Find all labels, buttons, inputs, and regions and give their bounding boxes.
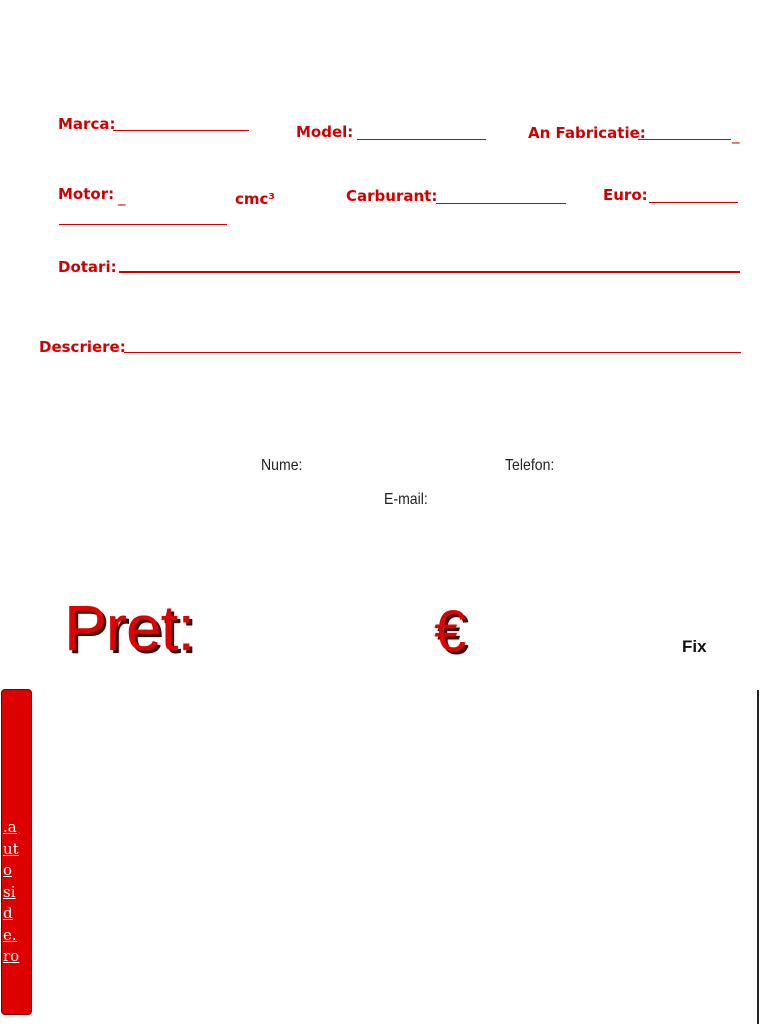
price-type: Fix [682, 637, 707, 656]
page-right-border [757, 690, 759, 1024]
site-link[interactable] [3, 817, 29, 968]
site-link-line: d [3, 904, 13, 922]
motor-value: _ [118, 188, 126, 206]
site-link-line: ro [3, 947, 20, 965]
motor-label: Motor: [58, 185, 115, 203]
model-label: Model: [296, 123, 354, 141]
site-link-line: ut [3, 839, 19, 858]
price-label: Pret: [64, 592, 195, 664]
carburant-field[interactable] [436, 203, 566, 204]
dotari-label: Dotari: [58, 258, 117, 276]
marca-label: Marca: [58, 115, 116, 133]
carburant-label: Carburant: [346, 187, 438, 205]
email-label: E-mail: [384, 491, 428, 508]
an-fabricatie-field[interactable] [638, 139, 731, 140]
telefon-label: Telefon: [505, 457, 555, 474]
marca-field[interactable] [113, 130, 249, 131]
euro-currency-symbol: € [434, 599, 467, 664]
dotari-field[interactable] [119, 271, 740, 273]
an-fabricatie-label: An Fabricatie: [528, 124, 646, 142]
descriere-field[interactable] [124, 352, 741, 353]
site-link-line: e. [3, 925, 17, 944]
descriere-label: Descriere: [39, 338, 126, 356]
euro-field[interactable] [649, 202, 738, 203]
model-field[interactable] [357, 139, 486, 140]
an-fabricatie-tail: _ [732, 126, 740, 144]
motor-field[interactable] [59, 224, 227, 225]
site-link-line: si [3, 882, 16, 901]
euro-label: Euro: [603, 186, 648, 204]
nume-label: Nume: [261, 457, 303, 474]
cmc-unit-label: cmc³ [235, 190, 275, 208]
site-link-line: .a [3, 818, 17, 836]
site-link-line: o [3, 861, 13, 879]
